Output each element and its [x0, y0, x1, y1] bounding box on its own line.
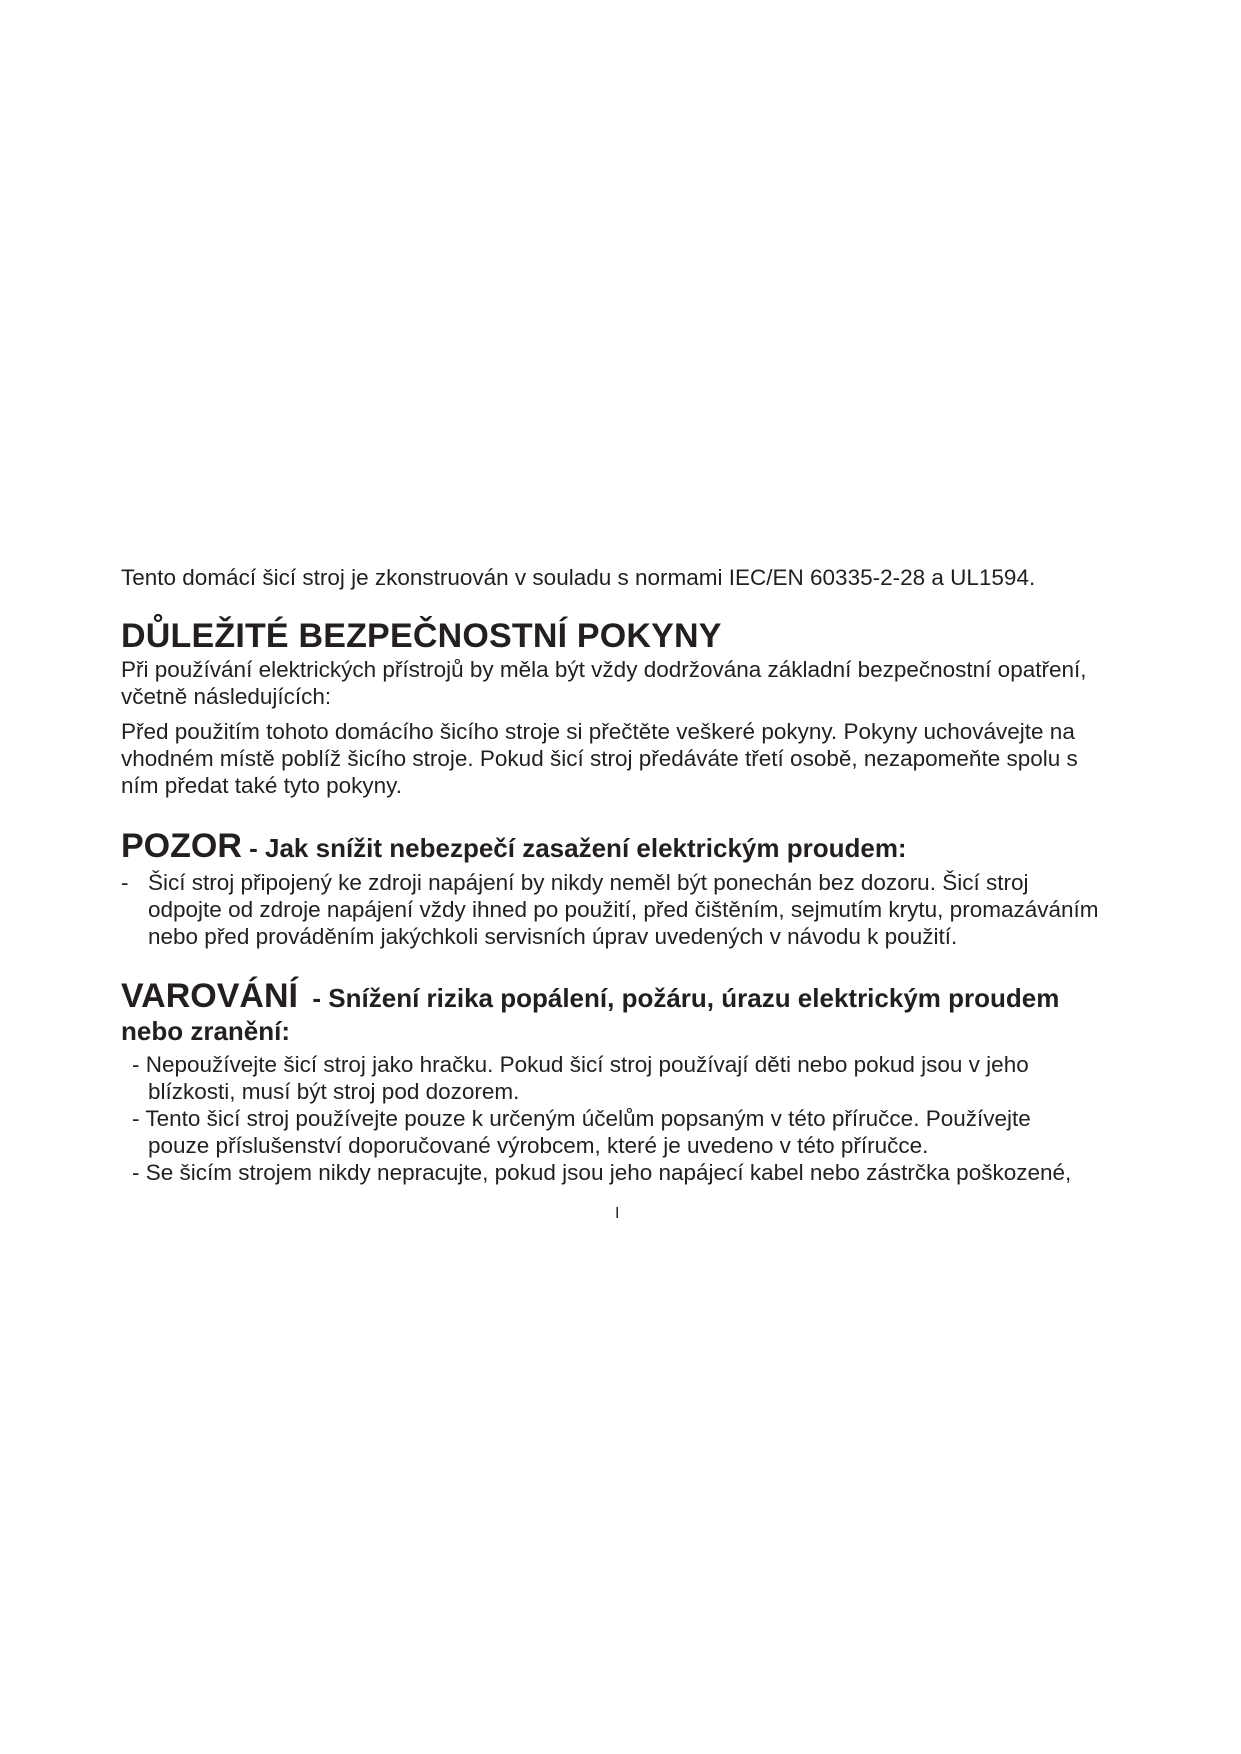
varovani-label: VAROVÁNÍ [121, 977, 298, 1015]
bullet-line: pouze příslušenství doporučované výrobcem, které je uvedeno v této příručce. [148, 1133, 929, 1158]
paragraph-line: Při používání elektrických přístrojů by měla být vždy dodržována základní bezpečnostní opatření, [121, 657, 1087, 682]
bullet-line: - Tento šicí stroj používejte pouze k určeným účelům popsaným v této příručce. Používejte [132, 1106, 1031, 1131]
bullet-line: blízkosti, musí být stroj pod dozorem. [148, 1079, 520, 1104]
page-title: DŮLEŽITÉ BEZPEČNOSTNÍ POKYNY [121, 617, 722, 655]
varovani-heading-continued [121, 1011, 290, 1051]
bullet-line: Šicí stroj připojený ke zdroji napájení by nikdy neměl být ponechán bez dozoru. Šicí stroj [148, 870, 1029, 895]
paragraph-line: Před použitím tohoto domácího šicího stroje si přečtěte veškeré pokyny. Pokyny uchovávejte na [121, 719, 1075, 744]
paragraph-general-precautions [121, 656, 1141, 710]
varovani-bullet-1 [132, 1051, 1132, 1105]
varovani-bullet-3 [132, 1159, 1132, 1186]
pozor-bullet [148, 869, 1148, 950]
pozor-label: POZOR [121, 827, 242, 865]
paragraph-line: ním předat také tyto pokyny. [121, 773, 402, 798]
paragraph-line: vhodném místě poblíž šicího stroje. Pokud šicí stroj předáváte třetí osobě, nezapomeňte spolu s [121, 746, 1078, 771]
bullet-line: - Se šicím strojem nikdy nepracujte, pokud jsou jeho napájecí kabel nebo zástrčka poškozené, [132, 1160, 1072, 1185]
varovani-bullet-2 [132, 1105, 1132, 1159]
pozor-heading [121, 826, 907, 868]
bullet-line: odpojte od zdroje napájení vždy ihned po použití, před čištěním, sejmutím krytu, promazáváním [148, 897, 1099, 922]
varovani-subtitle-continued: nebo zranění: [121, 1016, 291, 1046]
bullet-line: nebo před prováděním jakýchkoli servisních úprav uvedených v návodu k použití. [148, 924, 958, 949]
paragraph-read-instructions [121, 718, 1141, 799]
intro-text: Tento domácí šicí stroj je zkonstruován v souladu s normami IEC/EN 60335-2-28 a UL1594. [121, 565, 1036, 590]
pozor-bullet-dash: - [121, 870, 129, 895]
paragraph-line: včetně následujících: [121, 684, 332, 709]
varovani-subtitle: - Snížení rizika popálení, požáru, úrazu elektrickým proudem [297, 983, 1060, 1013]
pozor-subtitle: - Jak snížit nebezpečí zasažení elektrickým proudem: [241, 833, 907, 863]
bullet-line: - Nepoužívejte šicí stroj jako hračku. Pokud šicí stroj používají děti nebo pokud jsou v jeho [132, 1052, 1029, 1077]
page-number: I [615, 1205, 620, 1222]
